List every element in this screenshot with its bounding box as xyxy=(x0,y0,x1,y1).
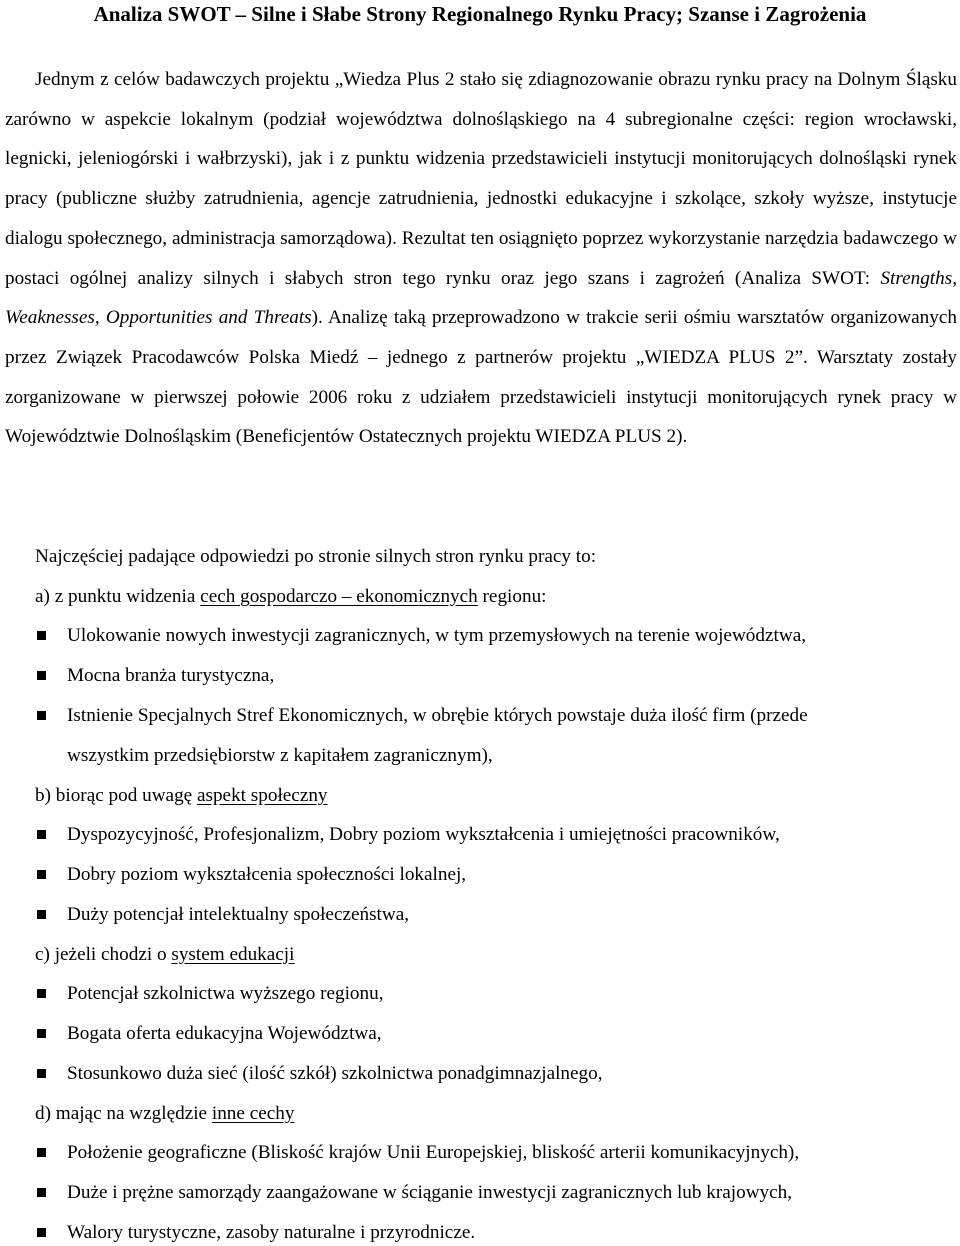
intro-paragraph xyxy=(5,60,957,457)
section-c-prefix: c) jeżeli chodzi o xyxy=(35,944,172,965)
list-item: Duże i prężne samorządy zaangażowane w ściąganie inwestycji zagranicznych lub krajowych, xyxy=(67,1182,793,1203)
list-item: Dyspozycyjność, Profesjonalizm, Dobry poziom wykształcenia i umiejętności pracowników, xyxy=(67,824,780,845)
list-item: Duży potencjał intelektualny społeczeństwa, xyxy=(67,904,410,925)
list-item: Istnienie Specjalnych Stref Ekonomicznych, w obrębie których powstaje duża ilość firm (przede xyxy=(67,705,808,726)
bullet-square-icon xyxy=(37,910,46,919)
section-c-heading xyxy=(35,943,294,967)
section-a-topic: cech gospodarczo – ekonomicznych xyxy=(200,586,478,607)
section-b-heading xyxy=(35,784,328,808)
section-a-suffix: regionu: xyxy=(477,586,547,607)
bullet-square-icon xyxy=(37,870,46,879)
list-item: Dobry poziom wykształcenia społeczności lokalnej, xyxy=(67,864,467,885)
bullet-square-icon xyxy=(37,1029,46,1038)
bullet-square-icon xyxy=(37,1228,46,1237)
bullet-square-icon xyxy=(37,1148,46,1157)
section-b-topic: aspekt społeczny xyxy=(196,785,328,806)
intro-text-part1: Jednym z celów badawczych projektu „Wiedza Plus 2 stało się zdiagnozowanie obrazu rynku pracy na Dolnym Śląsku zarówno w aspekcie lokalnym (podział województwa dolnośląskiego na 4 subregionalne części: region wrocławski, legnicki, jeleniogórski i wałbrzyski), jak i z punktu widzenia przedstawicieli instytucji monitorujących dolnośląski rynek pracy (publiczne służby zatrudnienia, agencje zatrudnienia, jednostki edukacyjne i szkolące, szkoły wyższe, instytucje dialogu społecznego, administracja samorządowa). Rezultat ten osiągnięto poprzez wykorzystanie narzędzia badawczego w postaci ogólnej analizy silnych i słabych stron tego rynku oraz jego szans i zagrożeń (Analiza SWOT: xyxy=(5,69,957,289)
bullet-square-icon xyxy=(37,989,46,998)
list-item: Mocna branża turystyczna, xyxy=(67,665,275,686)
bullet-square-icon xyxy=(37,1069,46,1078)
section-d-prefix: d) mając na względzie xyxy=(35,1103,212,1124)
list-item: Stosunkowo duża sieć (ilość szkół) szkolnictwa ponadgimnazjalnego, xyxy=(67,1063,603,1084)
list-item: Położenie geograficzne (Bliskość krajów Unii Europejskiej, bliskość arterii komunikacyjnych), xyxy=(67,1142,800,1163)
list-item: Potencjał szkolnictwa wyższego regionu, xyxy=(67,983,384,1004)
section-d-topic: inne cechy xyxy=(211,1103,295,1124)
section-a-prefix: a) z punktu widzenia xyxy=(35,586,201,607)
lead-sentence: Najczęściej padające odpowiedzi po stronie silnych stron rynku pracy to: xyxy=(35,546,597,567)
list-item: Ulokowanie nowych inwestycji zagranicznych, w tym przemysłowych na terenie województwa, xyxy=(67,625,807,646)
bullet-square-icon xyxy=(37,830,46,839)
list-item-continuation: wszystkim przedsiębiorstw z kapitałem zagranicznym), xyxy=(67,745,493,766)
section-b-prefix: b) biorąc pod uwagę xyxy=(35,785,197,806)
intro-italic-swot: Strengths, Weaknesses, Opportunities and Threats xyxy=(5,267,957,329)
document-title: Analiza SWOT – Silne i Słabe Strony Regionalnego Rynku Pracy; Szanse i Zagrożenia xyxy=(93,2,867,26)
section-d-heading xyxy=(35,1102,294,1126)
section-a-heading xyxy=(35,585,547,609)
list-item: Walory turystyczne, zasoby naturalne i przyrodnicze. xyxy=(67,1222,476,1243)
bullet-square-icon xyxy=(37,1188,46,1197)
bullet-square-icon xyxy=(37,671,46,680)
intro-text-part2: ). Analizę taką przeprowadzono w trakcie serii ośmiu warsztatów organizowanych przez Związek Pracodawców Polska Miedź – jednego z partnerów projektu „WIEDZA PLUS 2”. Warsztaty zostały zorganizowane w pierwszej połowie 2006 roku z udziałem przedstawicieli instytucji monitorujących rynek pracy w Województwie Dolnośląskim (Beneficjentów Ostatecznych projektu WIEDZA PLUS 2). xyxy=(5,307,957,448)
bullet-square-icon xyxy=(37,631,46,640)
list-item: Bogata oferta edukacyjna Województwa, xyxy=(67,1023,382,1044)
section-c-topic: system edukacji xyxy=(171,944,295,965)
bullet-square-icon xyxy=(37,711,46,720)
